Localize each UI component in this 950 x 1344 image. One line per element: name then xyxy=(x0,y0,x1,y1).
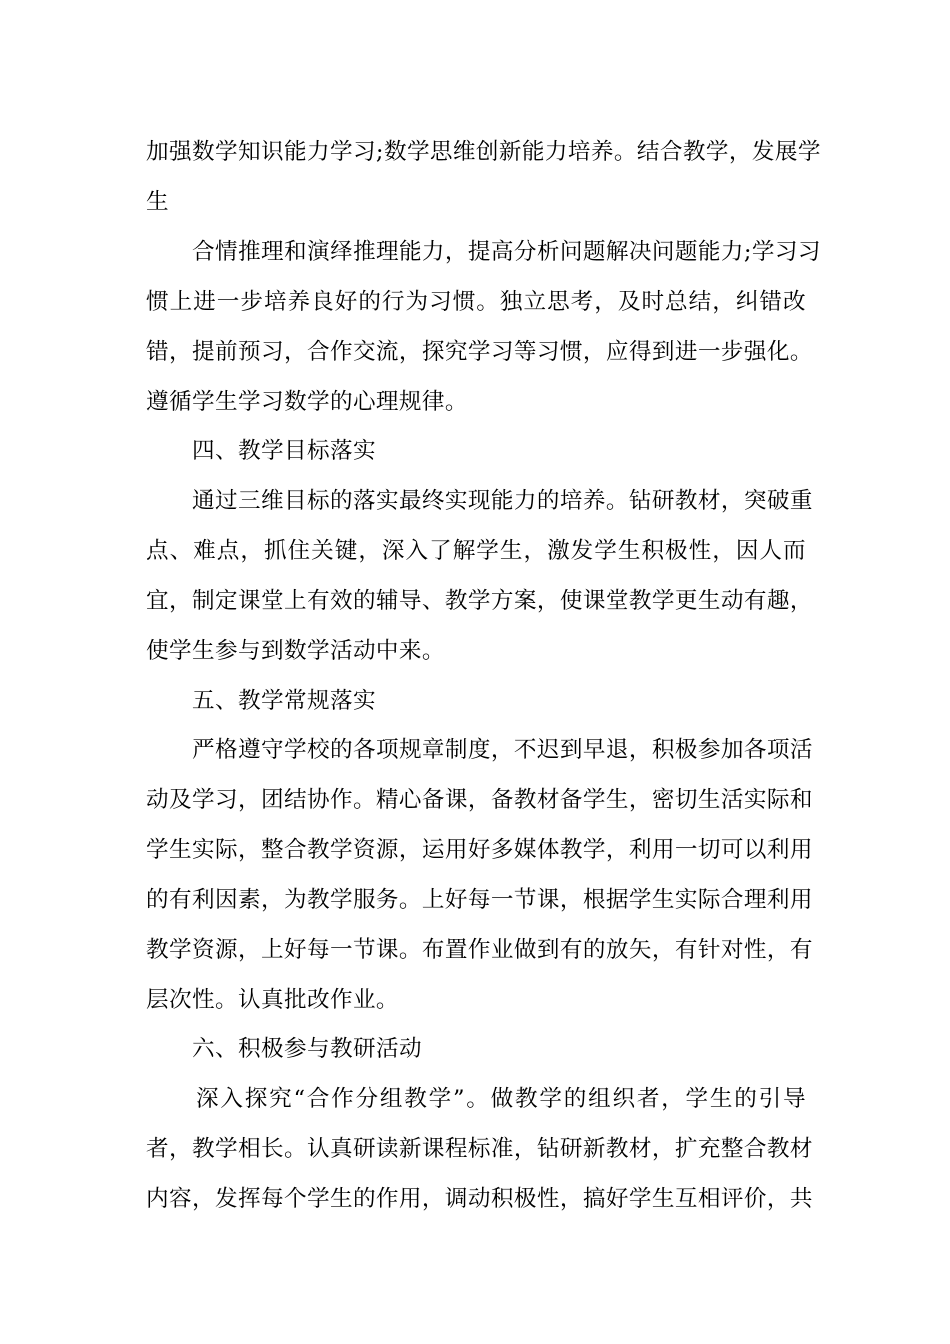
text-line: 严格遵守学校的各项规章制度，不迟到早退，积极参加各项活 xyxy=(192,737,813,763)
text-line: 层次性。认真批改作业。 xyxy=(146,987,399,1013)
text-line: 者，教学相长。认真研读新课程标准，钻研新教材，扩充整合教材 xyxy=(146,1136,813,1162)
text-line: 合情推理和演绎推理能力，提高分析问题解决问题能力;学习习 xyxy=(192,239,821,265)
text-line: 深入探究“合作分组教学”。做教学的组织者，学生的引导 xyxy=(196,1086,806,1112)
text-line: 错，提前预习，合作交流，探究学习等习惯，应得到进一步强化。 xyxy=(146,339,813,365)
section-heading: 五、教学常规落实 xyxy=(192,688,376,714)
text-line: 学生实际，整合教学资源，运用好多媒体教学，利用一切可以利用 xyxy=(146,837,813,863)
text-line: 动及学习，团结协作。精心备课，备教材备学生，密切生活实际和 xyxy=(146,787,813,813)
text-line: 教学资源，上好每一节课。布置作业做到有的放矢，有针对性，有 xyxy=(146,937,813,963)
text-line: 宜，制定课堂上有效的辅导、教学方案，使课堂教学更生动有趣， xyxy=(146,588,813,614)
text-line: 通过三维目标的落实最终实现能力的培养。钻研教材，突破重 xyxy=(192,488,813,514)
text-line: 点、难点，抓住关键，深入了解学生，激发学生积极性，因人而 xyxy=(146,538,806,564)
text-line: 的有利因素，为教学服务。上好每一节课，根据学生实际合理利用 xyxy=(146,887,813,913)
text-line: 惯上进一步培养良好的行为习惯。独立思考，及时总结，纠错改 xyxy=(146,289,806,315)
section-heading: 四、教学目标落实 xyxy=(192,438,376,464)
text-line: 生 xyxy=(146,189,169,215)
text-line: 遵循学生学习数学的心理规律。 xyxy=(146,389,468,415)
text-line: 加强数学知识能力学习;数学思维创新能力培养。结合教学，发展学 xyxy=(146,139,821,165)
text-line: 内容，发挥每个学生的作用，调动积极性，搞好学生互相评价，共 xyxy=(146,1186,813,1212)
section-heading: 六、积极参与教研活动 xyxy=(192,1036,422,1062)
text-line: 使学生参与到数学活动中来。 xyxy=(146,638,445,664)
